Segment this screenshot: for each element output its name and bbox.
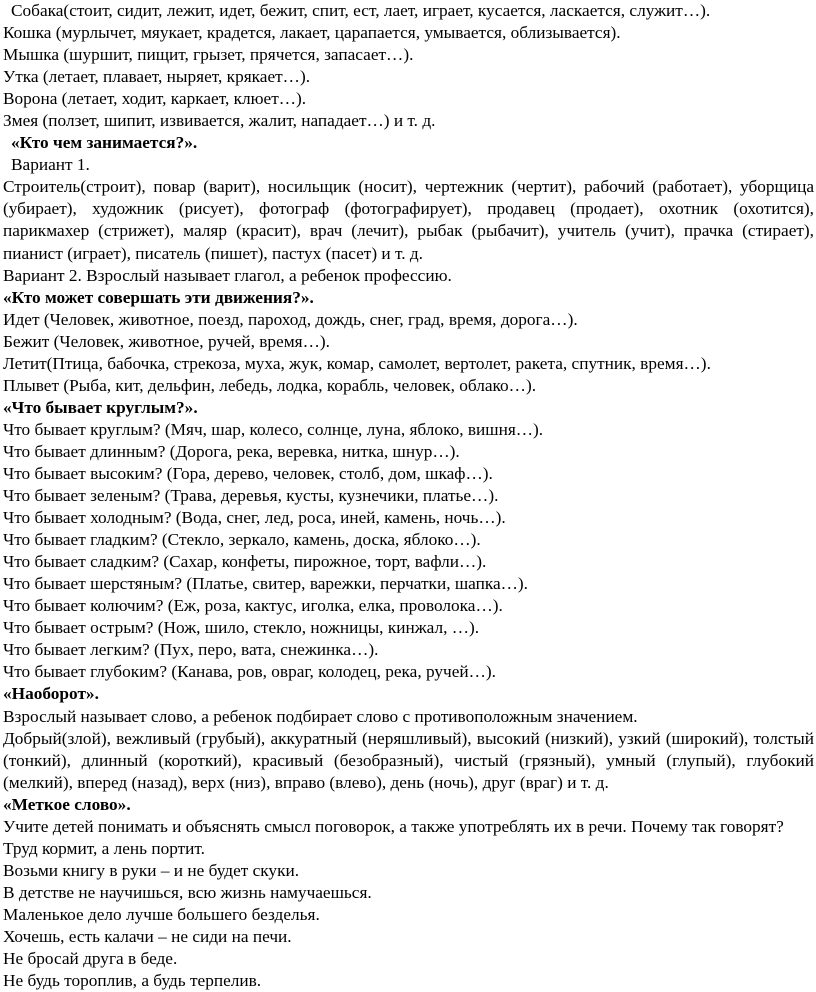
intro-line: Ворона (летает, ходит, каркает, клюет…). xyxy=(3,89,307,109)
list-item: Что бывает зеленым? (Трава, деревья, кусты, кузнечики, платье…). xyxy=(3,486,499,506)
intro-line: Утка (летает, плавает, ныряет, крякает…). xyxy=(3,67,311,87)
list-item: Что бывает холодным? (Вода, снег, лед, роса, иней, камень, ночь…). xyxy=(3,508,506,528)
list-item: Бежит (Человек, животное, ручей, время…). xyxy=(3,331,330,351)
intro-line: Собака(стоит, сидит, лежит, идет, бежит, спит, ест, лает, играет, кусается, ласкается, служит…). xyxy=(11,1,711,20)
list-item: Летит(Птица, бабочка, стрекоза, муха, жук, комар, самолет, вертолет, ракета, спутник, время…). xyxy=(3,353,711,373)
list-item: Что бывает колючим? (Еж, роза, кактус, иголка, елка, проволока…). xyxy=(3,596,503,616)
list-item: Что бывает круглым? (Мяч, шар, колесо, солнце, луна, яблоко, вишня…). xyxy=(3,419,544,439)
list-item: Что бывает длинным? (Дорога, река, веревка, нитка, шнур…). xyxy=(3,441,460,461)
intro-line: Мышка (шуршит, пищит, грызет, прячется, запасает…). xyxy=(3,45,414,65)
list-item: Идет (Человек, животное, поезд, пароход, дождь, снег, град, время, дорога…). xyxy=(3,309,578,329)
section-heading: «Кто может совершать эти движения?». xyxy=(3,287,314,307)
intro-line: Кошка (мурлычет, мяукает, крадется, лакает, царапается, умывается, облизывается). xyxy=(3,23,621,43)
antonym-text: Добрый(злой), вежливый (грубый), аккуратный (неряшливый), высокий (низкий), узкий (широкий), толстый (тонкий), длинный (короткий), красивый (безобразный), чистый (грязный), умный (глупый), глубокий (мелкий), вперед (назад), верх (низ), вправо (влево), день (ночь), друг (враг) и т. д. xyxy=(3,728,814,792)
instruction-text: Взрослый называет слово, а ребенок подбирает слово с противоположным значением. xyxy=(3,706,638,726)
section-heading: «Что бывает круглым?». xyxy=(3,397,198,417)
proverb: Маленькое дело лучше большего безделья. xyxy=(3,904,320,924)
list-item: Что бывает острым? (Нож, шило, стекло, ножницы, кинжал, …). xyxy=(3,618,480,638)
list-item: Что бывает высоким? (Гора, дерево, человек, столб, дом, шкаф…). xyxy=(3,463,493,483)
instruction-text: Учите детей понимать и объяснять смысл поговорок, а также употреблять их в речи. Почему так говорят? xyxy=(3,816,784,836)
list-item: Что бывает гладким? (Стекло, зеркало, камень, доска, яблоко…). xyxy=(3,530,481,550)
list-item: Что бывает глубоким? (Канава, ров, овраг, колодец, река, ручей…). xyxy=(3,662,496,682)
list-item: Что бывает сладким? (Сахар, конфеты, пирожное, торт, вафли…). xyxy=(3,552,487,572)
section-heading: «Кто чем занимается?». xyxy=(11,133,198,153)
intro-line: Змея (ползет, шипит, извивается, жалит, нападает…) и т. д. xyxy=(3,111,436,131)
proverb: Не бросай друга в беде. xyxy=(3,949,178,969)
list-item: Плывет (Рыба, кит, дельфин, лебедь, лодка, корабль, человек, облако…). xyxy=(3,375,537,395)
variant-label: Вариант 1. xyxy=(11,155,90,175)
list-item: Что бывает шерстяным? (Платье, свитер, варежки, перчатки, шапка…). xyxy=(3,574,528,594)
variant-text: Строитель(строит), повар (варит), носильщик (носит), чертежник (чертит), рабочий (работает), уборщица (убирает), художник (рисует), фотограф (фотографирует), продавец (продает), охотник (охотится), парикмахер (стрижет), маляр (красит), врач (лечит), рыбак (рыбачит), учитель (учит), прачка (стирает), пианист (играет), писатель (пишет), пастух (пасет) и т. д. xyxy=(3,177,814,263)
proverb: Не будь тороплив, а будь терпелив. xyxy=(3,971,262,991)
proverb: Хочешь, есть калачи – не сиди на печи. xyxy=(3,926,292,946)
variant-text: Вариант 2. Взрослый называет глагол, а ребенок профессию. xyxy=(3,265,452,285)
section-heading: «Наоборот». xyxy=(3,684,99,704)
list-item: Что бывает легким? (Пух, перо, вата, снежинка…). xyxy=(3,640,379,660)
proverb: Труд кормит, а лень портит. xyxy=(3,838,205,858)
proverb: Возьми книгу в руки – и не будет скуки. xyxy=(3,860,300,880)
section-heading: «Меткое слово». xyxy=(3,794,131,814)
proverb: В детстве не научишься, всю жизнь намучаешься. xyxy=(3,882,372,902)
